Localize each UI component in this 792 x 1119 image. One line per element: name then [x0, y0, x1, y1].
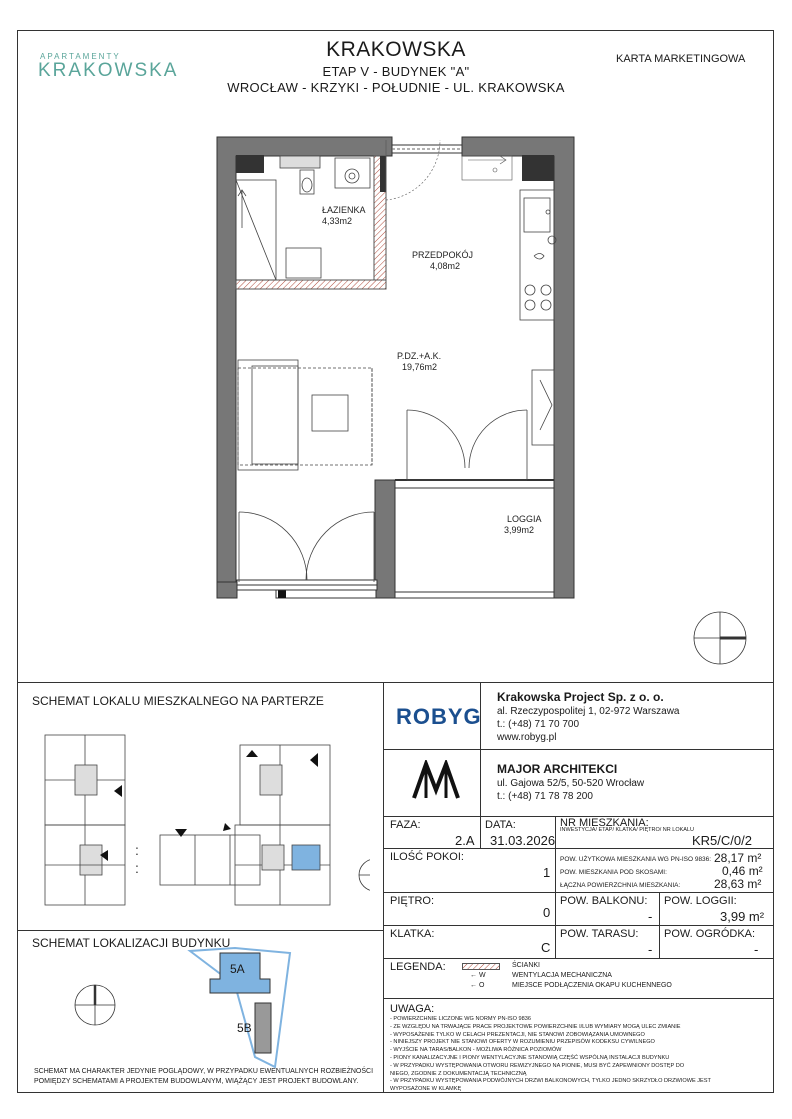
nr-sub: INWESTYCJA/ ETAP/ KLATKA/ PIĘTRO/ NR LOKALU [560, 827, 694, 833]
rooms-value: 1 [543, 865, 551, 880]
note-line: - WYJŚCIE NA TARAS/BALKON - MOŻLIWA RÓŻNICA POZIOMÓW [390, 1047, 562, 1054]
nr-label: NR MIESZKANIA: [560, 817, 649, 829]
divider [383, 749, 774, 750]
garden-value: - [754, 942, 759, 957]
logo-big-text: KRAKOWSKA [38, 60, 179, 81]
logo-small-text: APARTAMENTY [40, 52, 121, 61]
loggia-label: POW. LOGGII: [664, 895, 737, 907]
hood-icon: ← O [470, 982, 485, 989]
page-title: KRAKOWSKA [326, 38, 466, 61]
developer-address: al. Rzeczypospolitej 1, 02-972 Warszawa [497, 706, 680, 717]
loggia-value: 3,99 m² [720, 909, 765, 924]
area-total-value: 28,63 m² [714, 877, 762, 891]
architect-phone: t.: (+48) 71 78 78 200 [497, 791, 593, 802]
rooms-label: ILOŚĆ POKOI: [390, 851, 464, 863]
page-subtitle: ETAP V - BUDYNEK "A" [322, 64, 470, 79]
divider [383, 892, 774, 893]
kitchen [520, 190, 556, 445]
divider [555, 848, 556, 958]
area-total-label: ŁĄCZNA POWIERZCHNIA MIESZKANIA: [560, 882, 681, 889]
floor-value: 0 [543, 905, 551, 920]
developer-phone: t.: (+48) 71 70 700 [497, 719, 580, 730]
note-line: - NINIEJSZY PROJEKT NIE STANOWI OFERTY W ROZUMIENIU PRZEPISÓW KODEKSU CYWILNEGO [390, 1039, 655, 1046]
building-5a-label: 5A [230, 962, 245, 976]
faza-value: 2.A [455, 833, 475, 848]
note-line: - POWIERZCHNIE LICZONE WG NORMY PN-ISO 9836 [390, 1016, 532, 1022]
living-name: P.DZ.+A.K. [397, 351, 442, 361]
major-architekci-logo [412, 760, 464, 802]
hall-name: PRZEDPOKÓJ [412, 250, 474, 260]
ground-floor-title: SCHEMAT LOKALU MIESZKALNEGO NA PARTERZE [32, 694, 324, 708]
divider [17, 682, 774, 683]
note-line: - W PRZYPADKU WYSTĘPOWANIA OTWORU REWIZYJNEGO NA PIONIE, MUSI BYĆ ZAPEWNIONY DOSTĘP DO [390, 1062, 685, 1069]
note-line: - ZE WZGLĘDU NA TRWAJĄCE PRACE PROJEKTOWE POWIERZCHNIE I/LUB WYMIARY MOGĄ ULEC ZMIANIE [390, 1023, 681, 1030]
note-line: - PIONY KANALIZACYJNE I PIONY WENTYLACYJNE STANOWIĄ CZĘŚĆ WSPÓLNĄ INSTALACJI BUDYNKU [390, 1054, 670, 1061]
architect-name: MAJOR ARCHITEKCI [497, 762, 618, 776]
wall-legend-icon [462, 963, 500, 971]
legend-item-3: MIEJSCE PODŁĄCZENIA OKAPU KUCHENNEGO [512, 982, 672, 989]
stair-value: C [541, 940, 551, 955]
developer-web: www.robyg.pl [497, 732, 557, 743]
divider [555, 816, 556, 848]
robyg-logo: ROBYG [396, 704, 482, 729]
bathroom-area: 4,33m2 [322, 216, 353, 226]
ground-floor-schema [30, 725, 370, 915]
terrace-value: - [648, 942, 653, 957]
note-line: NIEGO, ZGODNIE Z DOKUMENTACJĄ TECHNICZNĄ [390, 1070, 527, 1077]
legend-label: LEGENDA: [390, 961, 446, 973]
loggia-area: 3,99m2 [504, 525, 535, 535]
area-iso-label: POW. UŻYTKOWA MIESZKANIA WG PN-ISO 9836: [560, 856, 712, 863]
divider [383, 848, 774, 849]
location-schema [60, 945, 320, 1070]
divider [480, 816, 481, 848]
divider [383, 682, 384, 1093]
disclaimer-line-1: SCHEMAT MA CHARAKTER JEDYNIE POGLĄDOWY, W PRZYPADKU EWENTUALNYCH ROZBIEŻNOŚCI [34, 1068, 374, 1075]
divider [383, 958, 774, 959]
disclaimer-line-2: POMIĘDZY SCHEMATAMI A PROJEKTEM BUDOWLANYM, WIĄŻĄCY JEST PROJEKT BUDOWLANY. [34, 1078, 359, 1085]
balcony-label: POW. BALKONU: [560, 895, 648, 907]
living-area: 19,76m2 [402, 362, 438, 372]
living-furniture [238, 360, 372, 470]
balcony-value: - [648, 909, 653, 924]
bathroom-name: ŁAZIENKA [322, 205, 366, 215]
notes-list [390, 1016, 770, 1094]
note-line: - WYPOSAŻENIE TYLKO W CELACH PREZENTACJI, NIE STANOWI ZOBOWIĄZANIA UMOWNEGO [390, 1031, 645, 1038]
stair-label: KLATKA: [390, 928, 435, 940]
location-title: SCHEMAT LOKALIZACJI BUDYNKU [32, 936, 231, 950]
area-slope-label: POW. MIESZKANIA POD SKOSAMI: [560, 869, 667, 876]
divider [383, 998, 774, 999]
notes-label: UWAGA: [390, 1003, 435, 1015]
data-label: DATA: [485, 819, 516, 831]
legend-item-2: WENTYLACJA MECHANICZNA [512, 972, 612, 979]
nr-value: KR5/C/0/2 [692, 833, 752, 848]
svg-text::: : [135, 860, 139, 876]
floor-label: PIĘTRO: [390, 895, 435, 907]
ventilation-icon: ← W [470, 972, 486, 979]
note-line: - W PRZYPADKU WYSTĘPOWANIA PODWÓJNYCH DRZWI BALKONOWYCH, TYLKO JEDNO SKRZYDŁO DRZWIOWE JEST [390, 1078, 711, 1085]
compass [694, 612, 746, 664]
divider [383, 925, 774, 926]
terrace-label: POW. TARASU: [560, 928, 639, 940]
svg-text::: : [135, 842, 139, 858]
divider [17, 930, 383, 931]
legend-item-1: ŚCIANKI [512, 962, 541, 969]
architect-address: ul. Gajowa 52/5, 50-520 Wrocław [497, 778, 645, 789]
card-type: KARTA MARKETINGOWA [616, 53, 746, 65]
note-line: WYPOSAŻONE W KLAMKĘ [390, 1086, 462, 1093]
developer-name: Krakowska Project Sp. z o. o. [497, 690, 664, 704]
data-value: 31.03.2026 [490, 833, 556, 848]
page-location: WROCŁAW - KRZYKI - POŁUDNIE - UL. KRAKOWSKA [227, 80, 565, 95]
area-iso-value: 28,17 m² [714, 851, 762, 865]
hall-area: 4,08m2 [430, 261, 461, 271]
loggia-name: LOGGIA [507, 514, 542, 524]
area-slope-value: 0,46 m² [722, 864, 763, 878]
faza-label: FAZA: [390, 819, 421, 831]
building-5b-label: 5B [237, 1021, 252, 1035]
garden-label: POW. OGRÓDKA: [664, 928, 756, 940]
